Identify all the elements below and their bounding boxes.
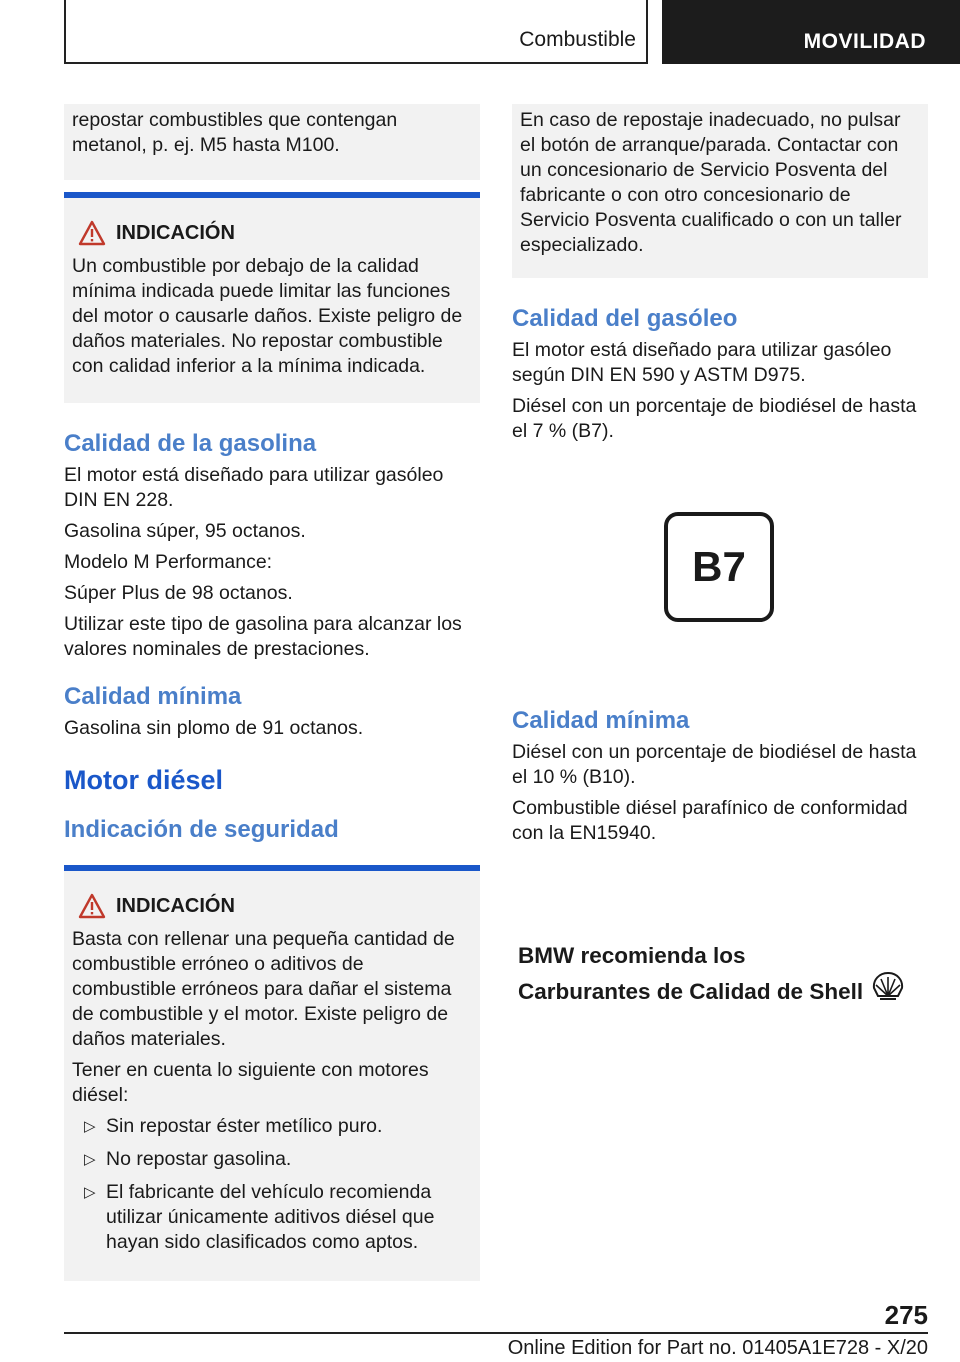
shell-line-2: Carburantes de Calidad de Shell (518, 979, 864, 1004)
diesel-quality-paragraph-1: El motor está diseñado para utilizar gasóleo según DIN EN 590 y ASTM D975. (512, 339, 892, 386)
b7-fuel-label-icon: B7 (664, 512, 774, 622)
gasoline-paragraph-4: Súper Plus de 98 octanos. (64, 582, 293, 604)
notice-title-text: INDICACIÓN (116, 221, 235, 244)
gasoline-paragraph-3: Modelo M Performance: (64, 551, 273, 573)
notice-title-text: INDICACIÓN (116, 894, 235, 917)
gasoline-paragraph-2: Gasolina súper, 95 octanos. (64, 520, 306, 542)
left-column (64, 104, 480, 1281)
diesel-minimum-quality-heading: Calidad mínima (512, 707, 690, 734)
triangle-bullet-icon: ▷ (84, 1118, 96, 1135)
diesel-engine-heading: Motor diésel (64, 765, 224, 795)
diesel-quality-paragraph-2: Diésel con un porcentaje de biodiésel de hasta el 7 % (B7). (512, 395, 917, 442)
notice-text: Un combustible por debajo de la calidad mínima indicada puede limitar las funciones del motor o causarle daños. Existe peligro de daños materiales. No repostar combustible con calidad inferior a la mínima indicada. (72, 255, 463, 377)
page-number: 275 (884, 1300, 928, 1330)
list-item: ▷ No repostar gasolina. (84, 1148, 292, 1170)
notice-title (78, 893, 472, 919)
shell-recommendation (518, 940, 938, 1007)
shell-line-1: BMW recomienda los (518, 943, 746, 968)
notice-paragraph-2: Tener en cuenta lo siguiente con motores diésel: (72, 1059, 429, 1106)
notice-title (78, 220, 472, 246)
footer-edition-text: Online Edition for Part no. 01405A1E728 - X/20 (507, 1337, 928, 1359)
list-item: ▷ El fabricante del vehículo recomienda utilizar únicamente aditivos diésel que hayan sido clasificados como aptos. (84, 1181, 435, 1253)
notice-box-quality (64, 192, 480, 403)
triangle-bullet-icon: ▷ (84, 1184, 96, 1201)
list-item: ▷ Sin repostar éster metílico puro. (84, 1115, 383, 1137)
intro-paragraph: repostar combustibles que contengan metanol, p. ej. M5 hasta M100. (72, 109, 398, 156)
header-chapter-tab: MOVILIDAD (662, 0, 960, 64)
warning-icon (78, 220, 106, 246)
warning-icon (78, 893, 106, 919)
refuel-warning-box (512, 104, 928, 278)
gasoline-quality-heading: Calidad de la gasolina (64, 430, 317, 457)
notice-bullet-list (72, 1114, 472, 1255)
triangle-bullet-icon: ▷ (84, 1151, 96, 1168)
notice-paragraph-1: Basta con rellenar una pequeña cantidad de combustible erróneo o aditivos de combustible erróneos para dañar el sistema de combustible y el motor. Existe peligro de daños materiales. (72, 928, 455, 1050)
intro-box (64, 104, 480, 180)
diesel-quality-heading: Calidad del gasóleo (512, 305, 738, 332)
shell-logo-icon (871, 971, 905, 1001)
diesel-minimum-paragraph-1: Diésel con un porcentaje de biodiésel de hasta el 10 % (B10). (512, 741, 917, 788)
gasoline-paragraph-5: Utilizar este tipo de gasolina para alcanzar los valores nominales de prestaciones. (64, 613, 462, 660)
footer-divider (64, 1332, 928, 1334)
minimum-quality-heading: Calidad mínima (64, 683, 242, 710)
shell-line-2-wrap (518, 971, 938, 1007)
safety-notice-heading: Indicación de seguridad (64, 816, 339, 843)
right-column-lower (512, 706, 928, 852)
header-section-title: Combustible (519, 28, 636, 51)
diesel-minimum-paragraph-2: Combustible diésel parafínico de conformidad con la EN15940. (512, 797, 908, 844)
minimum-quality-text: Gasolina sin plomo de 91 octanos. (64, 717, 364, 739)
refuel-warning-text: En caso de repostaje inadecuado, no pulsar el botón de arranque/parada. Contactar con un concesionario de Servicio Posventa del fabricante o con otro concesionario de Servicio Posventa cualificado o con un taller especializado. (520, 109, 902, 256)
notice-box-safety (64, 865, 480, 1281)
right-column (512, 104, 928, 450)
gasoline-paragraph-1: El motor está diseñado para utilizar gasóleo DIN EN 228. (64, 464, 444, 511)
